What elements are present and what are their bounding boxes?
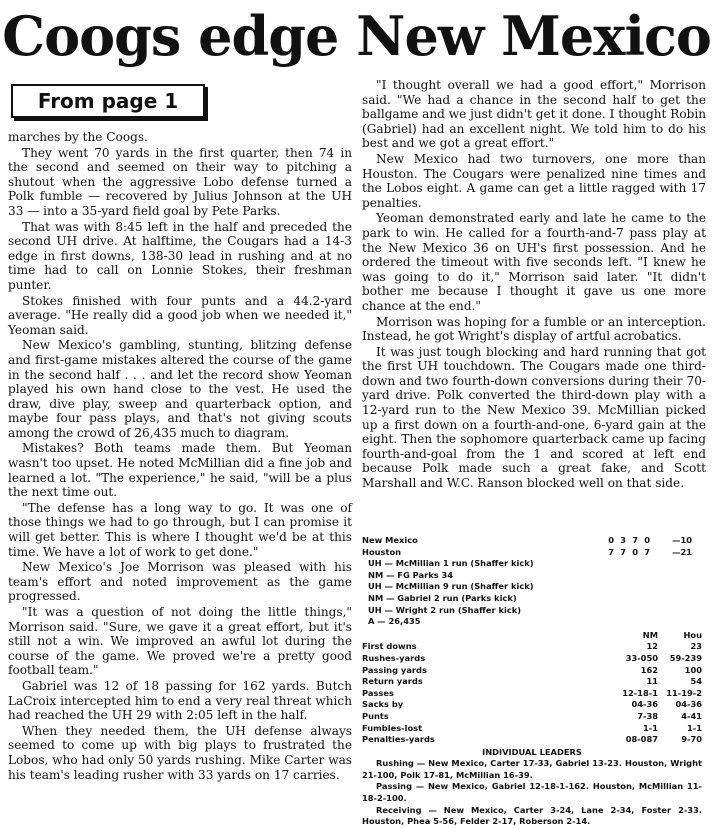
stat-label: Return yards [362,676,423,687]
paragraph: New Mexico had two turnovers, one more than Houston. The Cougars were penalized nine times and the Lobos eight. A game can get a little ragged with 17 penalties. [362,151,706,210]
quarter-score: 7 [608,546,614,557]
stat-row [362,711,702,723]
stat-label: Sacks by [362,699,404,710]
stat-label: Penalties-yards [362,734,435,745]
stat-row [362,653,702,665]
stat-hou: 23 [690,641,702,652]
stat-hou: 1-1 [687,722,702,733]
stat-hou: 9-70 [681,734,702,745]
leader-rushing: Rushing — New Mexico, Carter 17-33, Gabriel 13-23. Houston, Wright 21-100, Polk 17-81, McMillian 16-39. [362,758,702,780]
paragraph: Stokes finished with four punts and a 44.2-yard average. "He really did a good job when we needed it," Yeoman said. [8,293,352,337]
stat-nm: 12-18-1 [622,687,658,698]
stat-nm: 08-087 [625,734,658,745]
stat-nm: 7-38 [637,710,658,721]
stats-header-hou: Hou [683,629,702,640]
jump-label: From page 1 [11,84,205,118]
stats-header [362,630,702,642]
quarter-score: 7 [620,546,626,557]
stat-row [362,676,702,688]
final-score: —21 [672,546,692,557]
quarter-score: 0 [632,546,638,557]
paragraph: They went 70 yards in the first quarter, then 74 in the second and seemed on their way to pitching a shutout when the aggressive Lobo defense turned a Polk fumble — recovered by Julius Johnson at the UH 33 — into a 35-yard field goal by Pete Parks. [8,145,352,218]
paragraph: Yeoman demonstrated early and late he came to the park to win. He called for a fourth-and-7 pass play at the New Mexico 36 on UH's first possession. And he ordered the timeout with five seconds left. "I knew he was going to do it," Morrison said later. "It didn't bother me because I thought it gave us one more chance at the end." [362,211,706,313]
score-row-new-mexico [362,535,702,547]
box-score [362,535,702,828]
quarter-score: 7 [632,535,638,545]
quarter-score: 0 [644,535,650,545]
team-name: New Mexico [362,535,418,545]
stat-row [362,723,702,735]
stat-hou: 100 [684,664,702,675]
headline: Coogs edge New Mexico [2,4,711,68]
final-score: —10 [672,535,692,545]
stat-row [362,665,702,677]
leaders-title: INDIVIDUAL LEADERS [482,746,582,757]
stat-hou: 54 [690,676,702,687]
paragraph: Morrison was hoping for a fumble or an interception. Instead, he got Wright's display of artful acrobatics. [362,314,706,344]
paragraph: That was with 8:45 left in the half and preceded the second UH drive. At halftime, the Cougars had a 14-3 edge in first downs, 138-30 lead in rushing and at no time had to call on Lonnie Stokes, their freshman punter. [8,219,352,292]
leader-passing: Passing — New Mexico, Gabriel 12-18-1-162. Houston, McMillian 11-18-2-100. [362,781,702,804]
scoring-play: UH — Wright 2 run (Shaffer kick) [368,604,522,615]
team-name: Houston [362,546,402,557]
leader-receiving: Receiving — New Mexico, Carter 3-24, Lane 2-34, Foster 2-33. Houston, Phea 5-56, Felder 2-17, Roberson 2-14. [362,804,702,827]
quarter-score: 7 [644,546,650,557]
right-column [362,78,706,492]
stat-nm: 12 [646,641,658,652]
scoring-play: UH — McMillian 9 run (Shaffer kick) [368,581,534,592]
paragraph: Mistakes? Both teams made them. But Yeoman wasn't too upset. He noted McMillian did a fine job and learned a lot. "The experience," he said, "will be a plus the next time out. [8,441,352,500]
stat-nm: 04-36 [631,699,658,710]
stat-label: Punts [362,710,389,721]
stat-row [362,688,702,700]
paragraph: Gabriel was 12 of 18 passing for 162 yards. Butch LaCroix intercepted him to end a very real threat which had reached the UH 29 with 2:05 left in the half. [8,678,352,723]
left-column [8,74,352,783]
stat-nm: 162 [640,664,658,675]
stat-hou: 04-36 [675,699,702,710]
stat-row [362,699,702,711]
stat-label: Passing yards [362,664,427,675]
stats-header-nm: NM [642,629,658,640]
paragraph: When they needed them, the UH defense always seemed to come up with big plays to frustrated the Lobos, who had only 50 yards rushing. Mike Carter was his team's leading rusher with 33 yards on 17 carries. [8,723,352,782]
scoring-play: NM — FG Parks 34 [368,569,454,580]
scoring-play: UH — McMillian 1 run (Shaffer kick) [368,558,534,569]
quarter-score: 0 [608,535,614,545]
stat-row [362,641,702,653]
stat-nm: 33-050 [625,652,658,663]
paragraph: New Mexico's Joe Morrison was pleased with his team's effort and noted improvement as the game progressed. [8,560,352,604]
quarter-score: 3 [620,535,626,545]
stat-hou: 11-19-2 [666,687,702,698]
stat-row [362,734,702,746]
score-row-houston [362,547,702,559]
stat-nm: 11 [646,676,658,687]
stat-label: Passes [362,687,394,698]
paragraph: New Mexico's gambling, stunting, blitzing defense and first-game mistakes altered the course of the game in the second half . . . and let the record show Yeoman played his own hand close to the vest. He used the draw, dive play, sweep and quarterback option, and maybe four pass plays, and that's not giving scouts among the crowd of 26,435 much to diagram. [8,338,352,440]
stat-label: Fumbles-lost [362,722,423,733]
stat-hou: 4-41 [681,710,702,721]
paragraph: "I thought overall we had a good effort," Morrison said. "We had a chance in the second half to get the ballgame and we just didn't get it done. I thought Robin (Gabriel) had an excellent night. We told him to do his best and we got a great effort." [362,78,706,151]
paragraph: marches by the Coogs. [8,130,148,144]
paragraph: "The defense has a long way to go. It was one of those things we had to go through, but I can promise it will get better. This is where I thought we'd be at this time. We have a lot of work to get done." [8,500,352,559]
paragraph: It was just tough blocking and hard running that got the first UH touchdown. The Cougars made one third-down and two fourth-down conversions during their 70-yard drive. Polk converted the third-down play with a 12-yard run to the New Mexico 39. McMillian picked up a first down on a fourth-and-one, 6-yard gain at the eight. Then the sophomore quarterback came up facing fourth-and-goal from the 1 and scored at left end because Polk made such a great fake, and Scott Marshall and W.C. Ranson blocked well on that side. [362,344,706,491]
stat-label: First downs [362,641,417,652]
stat-label: Rushes-yards [362,652,426,663]
scoring-play: NM — Gabriel 2 run (Parks kick) [368,592,517,603]
paragraph: "It was a question of not doing the little things," Morrison said. "Sure, we gave it a great effort, but it's still not a win. We improved an awful lot during the course of the game. We proved we're a pretty good football team." [8,605,352,678]
stat-nm: 1-1 [643,722,658,733]
stat-hou: 59-239 [669,652,702,663]
attendance: A — 26,435 [368,616,421,627]
